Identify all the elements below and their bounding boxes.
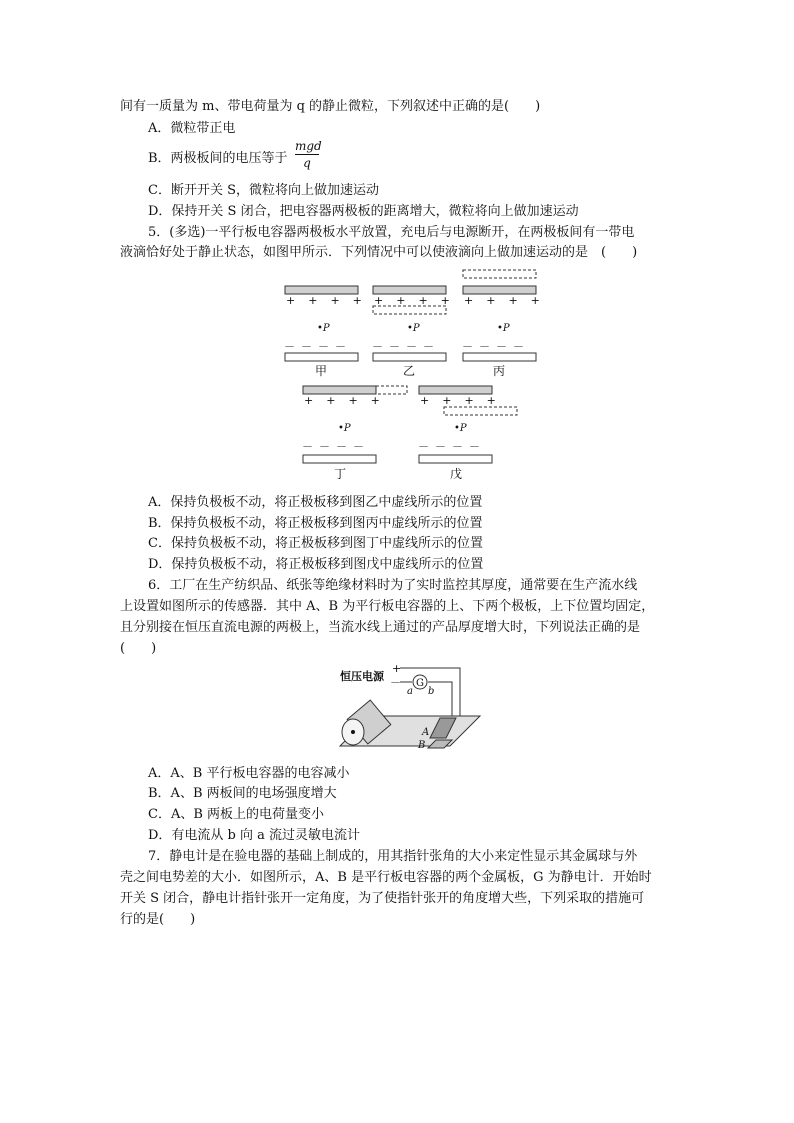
plus-charges: + + + + — [464, 294, 540, 307]
q6-option-b: B．A、B 两板间的电场强度增大 — [148, 786, 337, 801]
figure-yi — [372, 286, 450, 378]
point-p-label: •P — [407, 323, 420, 334]
roller-axle-icon — [351, 730, 355, 734]
minus-charges: － － － － — [302, 440, 364, 453]
q7-stem-line2: 壳之间电势差的大小．如图所示，A、B 是平行板电容器的两个金属板，G 为静电计．开始时 — [120, 870, 652, 885]
q5-stem-line1: 5．(多选)一平行板电容器两极板水平放置，充电后与电源断开，在两极板间有一带电 — [148, 225, 635, 240]
source-plus: + — [392, 662, 402, 675]
q5-option-d: D．保持负极板不动，将正极板移到图戊中虚线所示的位置 — [148, 557, 484, 572]
q5-option-c: C．保持负极板不动，将正极板移到图丁中虚线所示的位置 — [148, 536, 483, 551]
figure-bing — [462, 270, 540, 378]
q6-stem-line1: 6．工厂在生产纺织品、纸张等绝缘材料时为了实时监控其厚度，通常要在生产流水线 — [148, 578, 638, 593]
terminal-b-label: b — [428, 686, 435, 697]
fraction-denominator: q — [303, 156, 311, 170]
q5-stem-line2: 液滴恰好处于静止状态，如图甲所示．下列情况中可以使液滴向上做加速运动的是 ( ) — [120, 245, 638, 260]
q7-stem-line3: 开关 S 闭合，静电计指针张开一定角度，为了使指针张开的角度增大些，下列采取的措施可 — [120, 891, 645, 906]
plus-charges: + + + + — [420, 394, 496, 407]
label-ding: 丁 — [334, 467, 347, 481]
q4-option-d: D．保持开关 S 闭合，把电容器两极板的距离增大，微粒将向上做加速运动 — [148, 204, 579, 219]
point-p-label: •P — [454, 423, 467, 434]
minus-charges: － － － － — [284, 340, 346, 353]
source-label: 恒压电源 — [340, 670, 384, 683]
q6-stem-line3: 且分别接在恒压直流电源的两极上，当流水线上通过的产品厚度增大时，下列说法正确的是 — [120, 620, 641, 635]
figure-wu — [418, 386, 517, 481]
q6-option-a: A．A、B 平行板电容器的电容减小 — [148, 766, 350, 781]
plus-charges: + + + + — [374, 294, 450, 307]
plate-a-label: A — [422, 727, 430, 738]
label-jia: 甲 — [315, 364, 328, 378]
q7-stem-line4: 行的是( ) — [120, 912, 196, 927]
q7-stem-line1: 7．静电计是在验电器的基础上制成的，用其指针张角的大小来定性显示其金属球与外 — [148, 849, 638, 864]
q6-stem-line2: 上设置如图所示的传感器．其中 A、B 为平行板电容器的上、下两个极板，上下位置均固定， — [120, 599, 655, 614]
q4-option-a: A．微粒带正电 — [148, 121, 236, 136]
label-wu: 戊 — [450, 467, 463, 481]
q4-option-b: B．两极板间的电压等于 — [148, 151, 288, 166]
q6-stem-line4: ( ) — [120, 641, 157, 656]
plus-charges: + + + + — [286, 294, 362, 307]
plus-charges: + + + + — [304, 394, 380, 407]
minus-charges: － － － － — [462, 340, 524, 353]
point-p-label: •P — [317, 323, 330, 334]
q5-option-b: B．保持负极板不动，将正极板移到图丙中虚线所示的位置 — [148, 516, 483, 531]
figure-ding — [302, 386, 407, 481]
plate-b-label: B — [418, 740, 426, 751]
q4-stem: 间有一质量为 m、带电荷量为 q 的静止微粒，下列叙述中正确的是( ) — [120, 99, 541, 114]
point-p-label: •P — [497, 323, 510, 334]
galvanometer-label: G — [416, 678, 424, 689]
minus-charges: － － － － — [372, 340, 434, 353]
q4-option-c: C．断开开关 S，微粒将向上做加速运动 — [148, 183, 379, 198]
label-yi: 乙 — [403, 364, 416, 378]
sensor-figure — [340, 662, 480, 751]
fraction-numerator: mgd — [295, 139, 322, 153]
minus-charges: － － － － — [418, 440, 480, 453]
source-minus: － — [390, 676, 401, 689]
q6-option-c: C．A、B 两板上的电荷量变小 — [148, 807, 325, 822]
point-p-label: •P — [338, 423, 351, 434]
label-bing: 丙 — [493, 364, 506, 378]
q5-option-a: A．保持负极板不动，将正极板移到图乙中虚线所示的位置 — [148, 495, 483, 510]
terminal-a-label: a — [407, 686, 413, 697]
figure-jia — [284, 286, 362, 378]
q6-option-d: D．有电流从 b 向 a 流过灵敏电流计 — [148, 828, 361, 843]
